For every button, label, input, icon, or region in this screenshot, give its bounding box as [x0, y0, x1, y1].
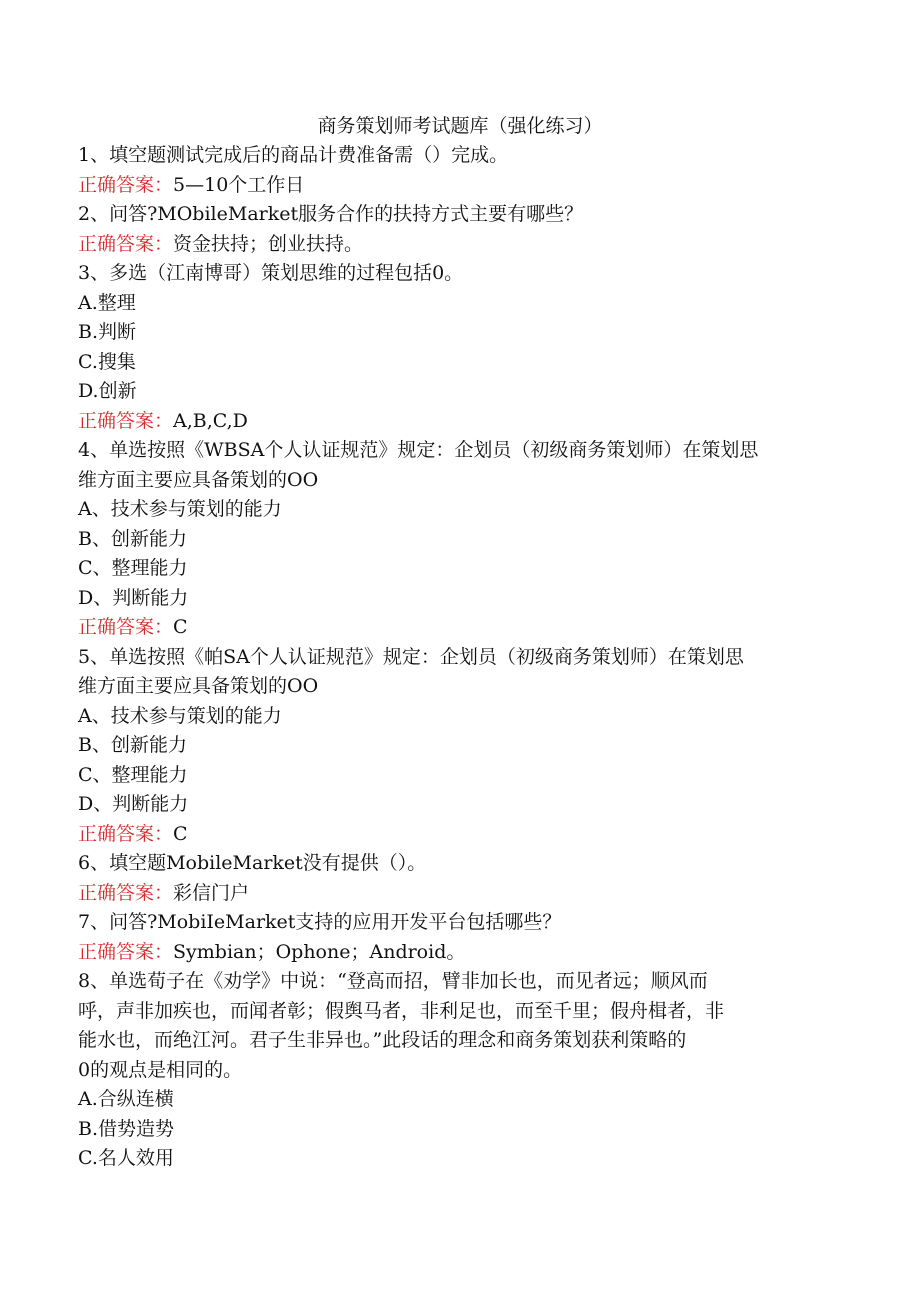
answer-option: B.判断	[78, 321, 137, 343]
correct-answer	[78, 171, 838, 199]
correct-answer-label: 正确答案：	[78, 232, 174, 255]
answer-option: A.合纵连横	[78, 1088, 174, 1110]
correct-answer-value: C	[173, 616, 188, 638]
correct-answer	[78, 230, 838, 258]
question-stem: 1、填空题测试完成后的商品计费准备需（）完成。	[78, 144, 509, 166]
document-title: 商务策划师考试题库（强化练习）	[317, 115, 603, 137]
answer-option: D、判断能力	[78, 586, 189, 609]
correct-answer	[78, 879, 838, 907]
correct-answer	[78, 407, 838, 435]
answer-option: B.借势造势	[78, 1117, 175, 1140]
correct-answer-value: Symbian；Ophone；Android。	[173, 940, 466, 963]
answer-option: B、创新能力	[78, 527, 187, 550]
answer-option: D、判断能力	[78, 793, 189, 815]
question-stem: 维方面主要应具备策划的OO	[78, 675, 319, 697]
answer-option: C.搜集	[78, 350, 136, 373]
question-stem: 3、多选（江南博哥）策划思维的过程包括0。	[78, 262, 464, 284]
correct-answer-value: 彩信门户	[173, 881, 250, 904]
question-stem: 5、单选按照《帕SA个人认证规范》规定：企划员（初级商务策划师）在策划思	[78, 645, 744, 668]
question-stem: 能水也，而绝江河。君子生非异也。”此段话的理念和商务策划获利策略的	[78, 1029, 687, 1051]
correct-answer	[78, 613, 838, 641]
correct-answer-label: 正确答案：	[78, 616, 174, 638]
question-stem: 0的观点是相同的。	[78, 1058, 243, 1081]
question-stem: 维方面主要应具备策划的OO	[78, 468, 319, 491]
answer-option: A、技术参与策划的能力	[78, 498, 282, 520]
answer-option: D.创新	[78, 380, 137, 402]
answer-option: C.名人效用	[78, 1147, 174, 1169]
question-stem: 7、问答?MobiIeMarket支持的应用开发平台包括哪些？	[78, 911, 562, 933]
correct-answer-label: 正确答案：	[78, 822, 174, 845]
correct-answer-value: C	[173, 822, 188, 845]
correct-answer-label: 正确答案：	[78, 940, 174, 963]
correct-answer-value: 资金扶持；创业扶持。	[173, 232, 364, 255]
question-stem: 2、问答?MObileMarket服务合作的扶持方式主要有哪些？	[78, 203, 584, 225]
correct-answer	[78, 938, 838, 966]
correct-answer-value: A,B,C,D	[173, 409, 248, 432]
question-stem: 8、单选荀子在《劝学》中说：“登高而招，臂非加长也，而见者远；顺风而	[78, 970, 708, 992]
answer-option: A、技术参与策划的能力	[78, 704, 282, 727]
answer-option: B、创新能力	[78, 734, 187, 756]
correct-answer-label: 正确答案：	[78, 173, 174, 196]
question-stem: 呼，声非加疾也，而闻者彰；假舆马者，非利足也，而至千里；假舟楫者，非	[78, 999, 725, 1022]
correct-answer-label: 正确答案：	[78, 409, 174, 432]
correct-answer-label: 正确答案：	[78, 881, 174, 904]
question-stem: 6、填空题MobileMarket没有提供（）。	[78, 852, 427, 874]
correct-answer	[78, 820, 838, 848]
answer-option: A.整理	[78, 291, 136, 314]
question-stem: 4、单选按照《WBSA个人认证规范》规定：企划员（初级商务策划师）在策划思	[78, 439, 759, 461]
answer-option: C、整理能力	[78, 763, 188, 786]
correct-answer-value: 5—10个工作日	[173, 173, 305, 196]
answer-option: C、整理能力	[78, 557, 188, 579]
